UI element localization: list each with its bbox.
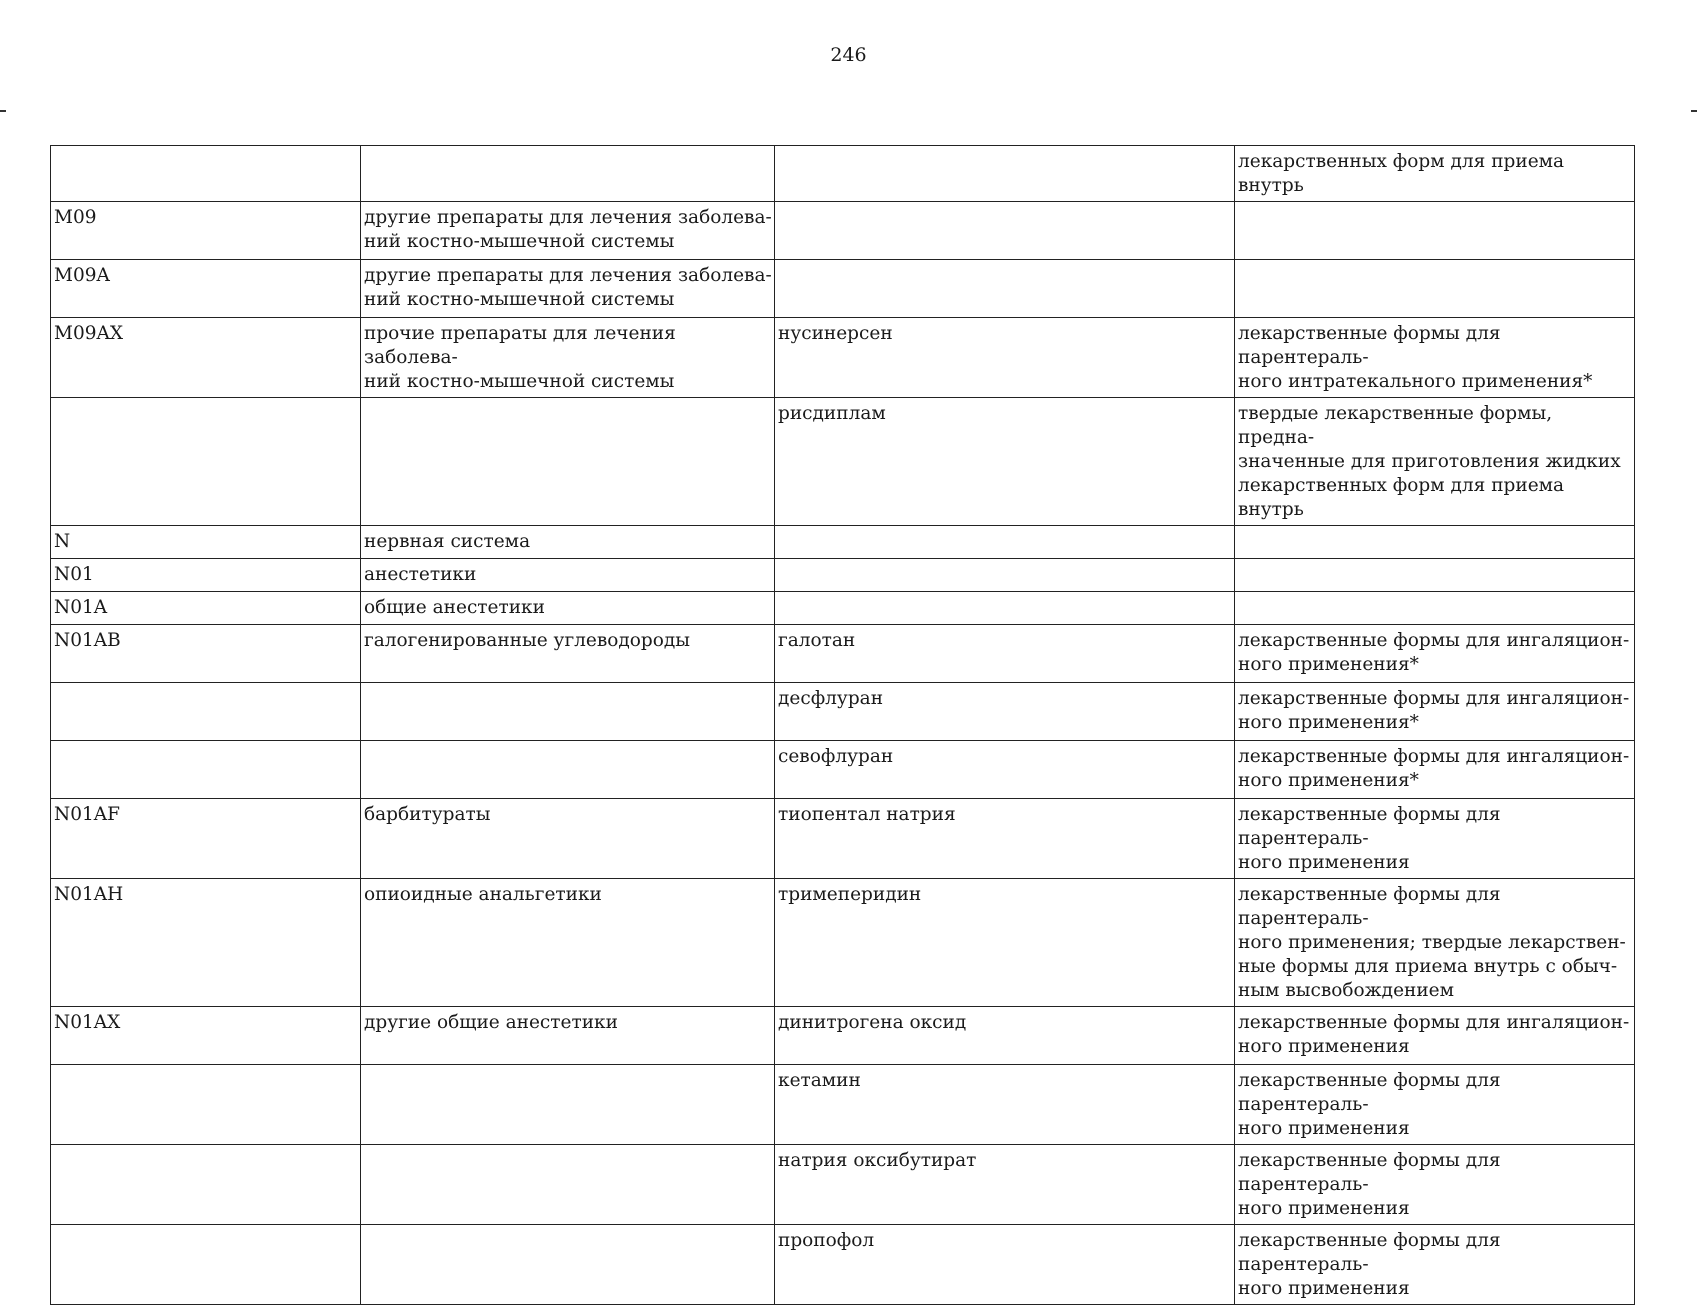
group-name-cell [361,526,775,559]
atc-code-cell [51,1145,361,1225]
atc-code-cell [51,1065,361,1145]
dosage-form-text: лекарственные формы для парентераль- ного интратекального применения* [1238,323,1593,392]
drug-name-text: тиопентал натрия [778,804,956,825]
table-row [51,526,1635,559]
group-name-cell [361,398,775,526]
page-number: 246 [830,44,867,66]
atc-code-cell [51,318,361,398]
group-name-text: другие общие анестетики [364,1012,618,1033]
group-name-text: галогенированные углеводороды [364,630,691,651]
atc-code-cell [51,146,361,202]
atc-code-cell [51,879,361,1007]
group-name-cell [361,741,775,799]
dosage-form-text: лекарственные формы для ингаляцион- ного применения* [1238,688,1630,733]
group-name-text: другие препараты для лечения заболева- ний костно-мышечной системы [364,265,772,310]
atc-code-text: M09 [54,207,97,228]
group-name-text: нервная система [364,531,531,552]
atc-code-cell [51,398,361,526]
atc-code-cell [51,202,361,260]
group-name-cell [361,260,775,318]
drug-name-cell [775,260,1235,318]
atc-code-text: M09A [54,265,110,286]
dosage-form-cell [1235,799,1635,879]
atc-code-cell [51,625,361,683]
group-name-text: общие анестетики [364,597,545,618]
group-name-cell [361,1225,775,1305]
drug-name-cell [775,592,1235,625]
table-row [51,879,1635,1007]
dosage-form-cell [1235,625,1635,683]
dosage-form-cell [1235,526,1635,559]
drug-name-text: галотан [778,630,856,651]
group-name-cell [361,592,775,625]
table-body [51,146,1635,1305]
drug-name-cell [775,559,1235,592]
atc-code-text: N01AB [54,630,121,651]
atc-code-cell [51,526,361,559]
drug-name-cell [775,799,1235,879]
atc-code-text: N01AF [54,804,120,825]
group-name-cell [361,879,775,1007]
dosage-form-text: лекарственные формы для ингаляцион- ного применения [1238,1012,1630,1057]
dosage-form-cell [1235,559,1635,592]
atc-code-text: N01 [54,564,94,585]
table-row [51,260,1635,318]
table-row [51,625,1635,683]
group-name-cell [361,683,775,741]
dosage-form-text: лекарственные формы для парентераль- ного применения [1238,1230,1501,1299]
drug-name-text: кетамин [778,1070,861,1091]
group-name-text: прочие препараты для лечения заболева- ний костно-мышечной системы [364,323,676,392]
atc-code-cell [51,799,361,879]
atc-code-text: N01A [54,597,108,618]
drug-name-text: рисдиплам [778,403,886,424]
drug-name-cell [775,398,1235,526]
dosage-form-cell [1235,202,1635,260]
table-row [51,559,1635,592]
drug-name-text: десфлуран [778,688,884,709]
drug-name-cell [775,318,1235,398]
atc-code-cell [51,559,361,592]
drug-name-cell [775,741,1235,799]
group-name-cell [361,625,775,683]
table-row [51,592,1635,625]
table-row [51,683,1635,741]
drug-name-cell [775,879,1235,1007]
table-row [51,146,1635,202]
atc-code-cell [51,741,361,799]
group-name-text: другие препараты для лечения заболева- ний костно-мышечной системы [364,207,772,252]
group-name-cell [361,1007,775,1065]
left-margin-mark [0,110,6,112]
dosage-form-cell [1235,146,1635,202]
dosage-form-text: лекарственные формы для ингаляцион- ного применения* [1238,746,1630,791]
drug-name-cell [775,625,1235,683]
dosage-form-cell [1235,1225,1635,1305]
drug-name-text: тримеперидин [778,884,922,905]
dosage-form-text: лекарственных форм для приема внутрь [1238,151,1565,196]
dosage-form-text: лекарственные формы для парентераль- ного применения; твердые лекарствен- ные формы для приема внутрь с обыч- ным высвобождением [1238,884,1626,1001]
table-row [51,1225,1635,1305]
dosage-form-cell [1235,741,1635,799]
dosage-form-cell [1235,318,1635,398]
atc-code-text: N [54,531,71,552]
atc-drug-table [50,145,1635,1305]
drug-name-cell [775,683,1235,741]
table-row [51,318,1635,398]
drug-name-cell [775,202,1235,260]
dosage-form-cell [1235,398,1635,526]
group-name-cell [361,202,775,260]
drug-name-cell [775,526,1235,559]
atc-code-text: N01AX [54,1012,121,1033]
dosage-form-cell [1235,879,1635,1007]
drug-name-cell [775,1225,1235,1305]
right-margin-mark [1691,110,1697,112]
dosage-form-cell [1235,260,1635,318]
table-row [51,1065,1635,1145]
group-name-cell [361,146,775,202]
dosage-form-cell [1235,592,1635,625]
drug-name-cell [775,1145,1235,1225]
dosage-form-cell [1235,1007,1635,1065]
atc-code-text: N01AH [54,884,124,905]
dosage-form-text: твердые лекарственные формы, предна- значенные для приготовления жидких лекарственных форм для приема внутрь [1238,403,1621,520]
drug-name-cell [775,1007,1235,1065]
group-name-cell [361,559,775,592]
atc-code-cell [51,592,361,625]
table-row [51,202,1635,260]
dosage-form-cell [1235,1065,1635,1145]
dosage-form-cell [1235,683,1635,741]
drug-name-cell [775,146,1235,202]
drug-name-text: нусинерсен [778,323,893,344]
atc-code-cell [51,683,361,741]
dosage-form-text: лекарственные формы для парентераль- ного применения [1238,804,1501,873]
dosage-form-text: лекарственные формы для парентераль- ного применения [1238,1150,1501,1219]
group-name-cell [361,1065,775,1145]
drug-name-text: севофлуран [778,746,894,767]
table-row [51,398,1635,526]
group-name-text: барбитураты [364,804,491,825]
drug-name-cell [775,1065,1235,1145]
group-name-text: анестетики [364,564,477,585]
table-row [51,1007,1635,1065]
table-row [51,741,1635,799]
drug-name-text: пропофол [778,1230,875,1251]
atc-code-cell [51,1225,361,1305]
group-name-cell [361,799,775,879]
drug-name-text: натрия оксибутират [778,1150,977,1171]
dosage-form-text: лекарственные формы для ингаляцион- ного применения* [1238,630,1630,675]
drug-name-text: динитрогена оксид [778,1012,967,1033]
table-row [51,1145,1635,1225]
dosage-form-cell [1235,1145,1635,1225]
group-name-text: опиоидные анальгетики [364,884,602,905]
group-name-cell [361,1145,775,1225]
atc-code-text: M09AX [54,323,124,344]
atc-code-cell [51,1007,361,1065]
table-row [51,799,1635,879]
dosage-form-text: лекарственные формы для парентераль- ного применения [1238,1070,1501,1139]
group-name-cell [361,318,775,398]
atc-code-cell [51,260,361,318]
